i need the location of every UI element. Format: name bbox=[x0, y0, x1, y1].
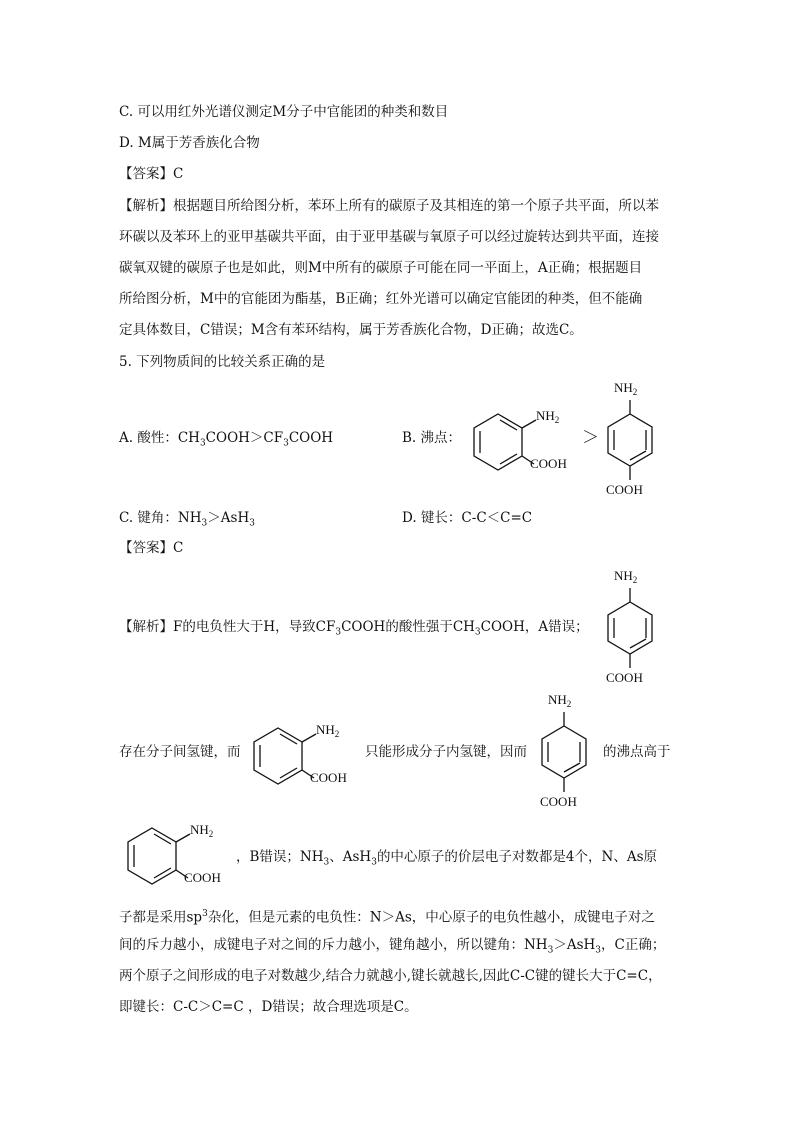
ortho-aminobenzoic-acid-structure bbox=[246, 718, 366, 790]
option-b-label: B. 沸点： bbox=[402, 430, 462, 446]
ortho-aminobenzoic-acid-structure bbox=[466, 404, 586, 476]
explanation-line-5: 定具体数目，C错误；M含有苯环结构，属于芳香族化合物，D正确；故选C。 bbox=[119, 322, 583, 338]
svg-text:NH2: $NH_2$ bbox=[190, 822, 214, 839]
svg-text:COOH: COOH bbox=[310, 770, 347, 785]
nh2-label: $NH_2$ bbox=[536, 408, 560, 425]
option-d: D. 键长：C-C＜C=C bbox=[402, 510, 533, 526]
explanation-line-1: 【解析】根据题目所给图分析，苯环上所有的碳原子及其相连的第一个原子共平面，所以苯 bbox=[119, 198, 659, 214]
explanation2-line-5: 间的斥力越小，成键电子对之间的斥力越小，键角越小，所以键角：$NH_3>AsH_3$，C正确； bbox=[119, 937, 666, 956]
answer-label: 【答案】C bbox=[119, 166, 184, 182]
cooh-label: COOH bbox=[530, 456, 567, 471]
option-d-line: D. M属于芳香族化合物 bbox=[119, 135, 260, 151]
explanation2-line-4: 子都是采用$sp^3$杂化，但是元素的电负性：N＞As，中心原子的电负性越小，成键电子对之 bbox=[119, 909, 655, 926]
option-a: A. 酸性：$CH_3COOH>CF_3COOH$ bbox=[119, 430, 334, 449]
svg-text:NH2: $NH_2$ bbox=[548, 692, 572, 709]
option-c: C. 键角：$NH_3>AsH_3$ bbox=[119, 510, 255, 529]
explanation2-line-1: 【解析】F的电负性大于H，导致$CF_3COOH$的酸性强于$CH_3COOH$，A错误； bbox=[119, 619, 589, 638]
explanation2-line-6: 两个原子之间形成的电子对数越少,结合力就越小,键长就越长,因此C-C键的键长大于C=C， bbox=[119, 968, 662, 984]
explanation2-line-2c: 的沸点高于 bbox=[603, 744, 671, 760]
answer-label-2: 【答案】C bbox=[119, 540, 184, 556]
para-aminobenzoic-acid-structure bbox=[604, 378, 694, 500]
explanation-line-3: 碳氧双键的碳原子也是如此，则M中所有的碳原子可能在同一平面上，A正确；根据题目 bbox=[119, 260, 643, 276]
cooh-label: COOH bbox=[606, 482, 643, 497]
explanation2-line-3: ，B错误；$NH_3$、AsH$_3$的中心原子的价层电子对数都是4个，N、As原 bbox=[236, 849, 658, 868]
svg-text:COOH: COOH bbox=[540, 794, 577, 809]
svg-text:COOH: COOH bbox=[606, 670, 643, 685]
explanation-line-4: 所给图分析，M中的官能团为酯基，B正确；红外光谱可以确定官能团的种类，但不能确 bbox=[119, 291, 643, 307]
explanation-line-2: 环碳以及苯环上的亚甲基碳共平面，由于亚甲基碳与氧原子可以经过旋转达到共平面，连接 bbox=[119, 229, 659, 245]
greater-than-sign: ＞ bbox=[582, 428, 599, 448]
nh2-label: $NH_2$ bbox=[614, 380, 638, 397]
para-aminobenzoic-acid-structure bbox=[604, 566, 694, 688]
explanation2-line-2b: 只能形成分子内氢键，因而 bbox=[365, 744, 527, 760]
svg-text:COOH: COOH bbox=[184, 870, 221, 885]
explanation-tag: 【解析】 bbox=[119, 198, 173, 214]
question-5: 5. 下列物质间的比较关系正确的是 bbox=[119, 354, 326, 370]
explanation2-line-2a: 存在分子间氢键，而 bbox=[119, 744, 241, 760]
svg-text:NH2: $NH_2$ bbox=[614, 568, 638, 585]
ortho-aminobenzoic-acid-structure bbox=[120, 818, 240, 890]
svg-text:NH2: $NH_2$ bbox=[316, 722, 340, 739]
option-c-line: C. 可以用红外光谱仪测定M分子中官能团的种类和数目 bbox=[119, 104, 449, 120]
explanation2-line-7: 即键长：C-C＞C=C ，D错误；故合理选项是C。 bbox=[119, 999, 418, 1015]
